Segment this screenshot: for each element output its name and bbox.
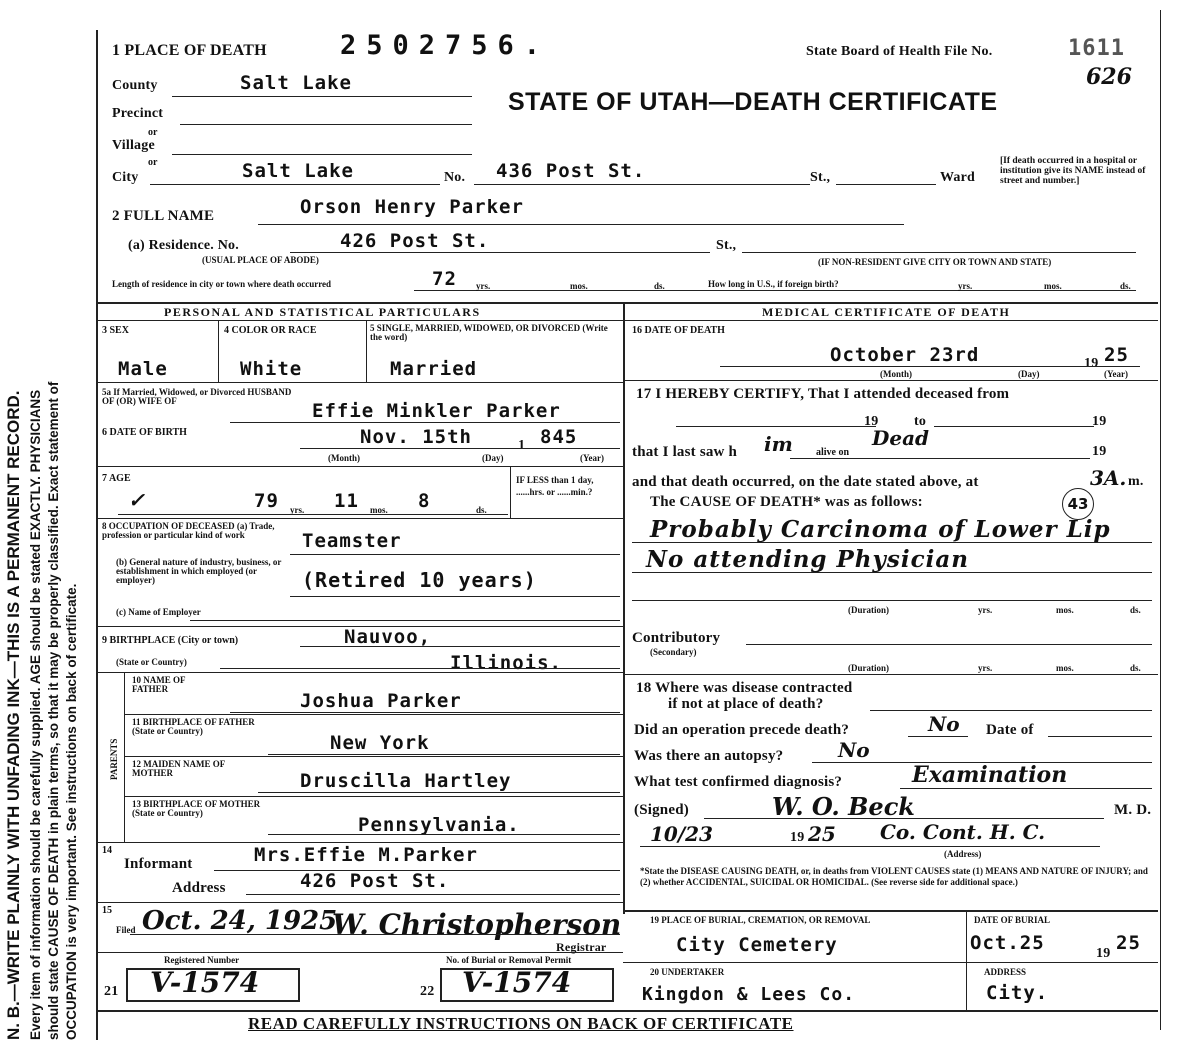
occupation-line bbox=[290, 554, 620, 555]
color-value: White bbox=[240, 358, 303, 380]
length-residence-value: 72 bbox=[432, 268, 457, 290]
autopsy-label: Was there an autopsy? bbox=[634, 748, 784, 764]
age-days: 8 bbox=[418, 490, 431, 512]
industry-label: (b) General nature of industry, business, or establishment in which employed (or employer) bbox=[116, 557, 282, 585]
residence-st-line bbox=[742, 252, 1136, 253]
city-value: Salt Lake bbox=[242, 160, 354, 182]
duration-label-2: (Duration) bbox=[848, 663, 889, 673]
footer-divider bbox=[98, 1010, 1158, 1012]
village-line bbox=[172, 154, 472, 155]
us-mos: mos. bbox=[1044, 281, 1062, 291]
test-line bbox=[900, 788, 1152, 789]
dob-year-prefix: 1 bbox=[518, 438, 526, 453]
certificate-stamp-number: 2502756. bbox=[340, 30, 551, 61]
q18-label: 18 Where was disease contracted bbox=[636, 680, 853, 696]
precinct-line bbox=[180, 124, 472, 125]
file-no-label: State Board of Health File No. bbox=[806, 44, 993, 59]
us-ds: ds. bbox=[1120, 281, 1131, 291]
medical-section-title: MEDICAL CERTIFICATE OF DEATH bbox=[762, 305, 1011, 319]
dob-month-sub: (Month) bbox=[328, 453, 360, 463]
row-divider-10 bbox=[98, 902, 623, 903]
contributory-line bbox=[746, 644, 1152, 645]
certify-from-line bbox=[676, 426, 876, 427]
duration-mos-2: mos. bbox=[1056, 663, 1074, 673]
registered-number-label: Registered Number bbox=[164, 955, 240, 965]
undertaker-address-label: ADDRESS bbox=[984, 967, 1027, 977]
row-divider-7 bbox=[124, 756, 623, 757]
father-birthplace-value: New York bbox=[330, 732, 430, 754]
age-label: 7 AGE bbox=[102, 473, 131, 484]
operation-hand: No bbox=[928, 712, 960, 736]
village-label: Village bbox=[112, 138, 155, 153]
footer-instructions: READ CAREFULLY INSTRUCTIONS ON BACK OF CERTIFICATE bbox=[248, 1014, 794, 1033]
row-divider-11 bbox=[98, 952, 623, 953]
age-check: ✓ bbox=[128, 488, 145, 512]
death-day-sub: (Day) bbox=[1018, 369, 1040, 379]
spouse-value: Effie Minkler Parker bbox=[312, 400, 561, 422]
date-of-death-year: 25 bbox=[1104, 344, 1129, 366]
death-occurred-label: and that death occurred, on the date stated above, at bbox=[632, 474, 979, 490]
filed-number: 15 bbox=[102, 905, 112, 916]
duration-yrs-2: yrs. bbox=[978, 663, 993, 673]
duration-ds-1: ds. bbox=[1130, 605, 1141, 615]
filed-label: Filed bbox=[116, 925, 136, 935]
column-divider bbox=[623, 302, 625, 914]
registrar-signature: W. Christopherson bbox=[332, 908, 622, 941]
row-divider-6 bbox=[124, 714, 623, 715]
registered-number-num: 21 bbox=[104, 984, 119, 999]
sex-col-divider bbox=[218, 320, 219, 382]
file-no-value: 1611 bbox=[1068, 36, 1125, 61]
residence-sub: (USUAL PLACE OF ABODE) bbox=[202, 255, 319, 265]
sign-year-hand: 25 bbox=[808, 822, 836, 846]
burial-date-label: DATE OF BURIAL bbox=[974, 915, 1051, 925]
row-divider-5 bbox=[98, 672, 623, 673]
sidebar-line-3: should state CAUSE OF DEATH in plain terms, so that it may be properly classified. Exact statement of bbox=[46, 381, 61, 1040]
death-time-hand: 3A. bbox=[1090, 466, 1127, 490]
full-name-line bbox=[258, 224, 904, 225]
less-divider bbox=[510, 466, 511, 518]
certificate-title: STATE OF UTAH—DEATH CERTIFICATE bbox=[508, 88, 998, 116]
certify-to-19: 19 bbox=[1092, 414, 1107, 429]
contributory-label: Contributory bbox=[632, 630, 721, 646]
county-label: County bbox=[112, 78, 158, 93]
undertaker-label: 20 UNDERTAKER bbox=[650, 967, 725, 977]
date-of-death-line bbox=[720, 366, 1140, 367]
burial-year: 25 bbox=[1116, 932, 1141, 954]
filed-line bbox=[130, 934, 620, 935]
row-divider-9 bbox=[98, 842, 623, 843]
informant-number: 14 bbox=[102, 845, 112, 856]
street-no-line bbox=[474, 184, 810, 185]
row-divider-3 bbox=[98, 518, 623, 519]
parents-label: PARENTS bbox=[109, 738, 119, 780]
street-no-label: No. bbox=[444, 170, 466, 185]
frame-right bbox=[1160, 10, 1161, 1030]
med-row-divider-1 bbox=[623, 380, 1158, 381]
father-birthplace-line bbox=[268, 754, 620, 755]
age-mos-unit: mos. bbox=[370, 505, 388, 515]
mother-name-line bbox=[258, 792, 620, 793]
residence-value: 426 Post St. bbox=[340, 230, 490, 252]
date-of-death-label: 16 DATE OF DEATH bbox=[632, 325, 725, 336]
signed-line bbox=[704, 818, 1104, 819]
filed-date-hand: Oct. 24, 1925 bbox=[142, 906, 338, 936]
cause-line-1: Probably Carcinoma of Lower Lip bbox=[650, 516, 1111, 543]
burial-permit-num: 22 bbox=[420, 984, 435, 999]
age-ds-unit: ds. bbox=[476, 505, 487, 515]
q18-line bbox=[870, 710, 1152, 711]
informant-address-label: Address bbox=[172, 880, 226, 896]
med-row-divider-4 bbox=[623, 962, 1158, 963]
sidebar-line-4: OCCUPATION is very important. See instructions on back of certificate. bbox=[64, 583, 79, 1040]
residence-st-label: St., bbox=[716, 238, 737, 253]
death-year-sub: (Year) bbox=[1104, 369, 1128, 379]
operation-line bbox=[908, 736, 968, 737]
sidebar-instructions bbox=[0, 0, 90, 1055]
autopsy-hand: No bbox=[838, 738, 870, 762]
color-col-divider bbox=[366, 320, 367, 382]
city-label: City bbox=[112, 170, 139, 185]
row-divider-1 bbox=[98, 382, 623, 383]
birthplace-state-line bbox=[220, 668, 620, 669]
occupation-label: 8 OCCUPATION OF DECEASED (a) Trade, profession or particular kind of work bbox=[102, 521, 275, 540]
test-label: What test confirmed diagnosis? bbox=[634, 774, 843, 790]
sidebar-line-1: N. B.—WRITE PLAINLY WITH UNFADING INK—THIS IS A PERMANENT RECORD. bbox=[4, 390, 23, 1040]
operation-date-line bbox=[1048, 736, 1152, 737]
father-name-label: 10 NAME OF FATHER bbox=[132, 675, 186, 694]
cause-code-circle: 43 bbox=[1062, 488, 1094, 520]
or-label-1: or bbox=[148, 127, 158, 138]
certify-to-line bbox=[934, 426, 1094, 427]
birthplace-state: Illinois. bbox=[450, 652, 562, 674]
cause-of-death-label: The CAUSE OF DEATH* was as follows: bbox=[650, 494, 923, 510]
burial-col-divider bbox=[966, 910, 967, 1010]
duration-label-1: (Duration) bbox=[848, 605, 889, 615]
spouse-label: 5a If Married, Widowed, or Divorced HUSBAND OF (OR) WIFE OF bbox=[102, 387, 292, 406]
dob-year: 845 bbox=[540, 426, 578, 448]
employer-label: (c) Name of Employer bbox=[116, 607, 201, 617]
cause-line-1-rule bbox=[632, 542, 1152, 543]
certify-from-19: 19 bbox=[864, 414, 879, 429]
residence-label: (a) Residence. No. bbox=[128, 238, 239, 253]
cause-line-2: No attending Physician bbox=[646, 546, 969, 573]
sign-date-hand: 10/23 bbox=[650, 822, 713, 846]
age-months: 11 bbox=[334, 490, 359, 512]
industry-value: (Retired 10 years) bbox=[302, 568, 537, 592]
date-of-death-year-prefix: 19 bbox=[1084, 356, 1099, 371]
section-divider-sub bbox=[98, 320, 1158, 321]
ward-note: [If death occurred in a hospital or institution give its NAME instead of street and number.] bbox=[1000, 156, 1146, 186]
age-line bbox=[118, 514, 508, 515]
secondary-label: (Secondary) bbox=[650, 647, 697, 657]
age-years: 79 bbox=[254, 490, 279, 512]
informant-address-value: 426 Post St. bbox=[300, 870, 450, 892]
duration-mos-1: mos. bbox=[1056, 605, 1074, 615]
street-no-value: 436 Post St. bbox=[496, 160, 646, 182]
sex-label: 3 SEX bbox=[102, 325, 129, 336]
occupation-value: Teamster bbox=[302, 530, 402, 552]
undertaker-address-value: City. bbox=[986, 982, 1049, 1004]
row-divider-8 bbox=[124, 796, 623, 797]
last-saw-label: that I last saw h bbox=[632, 444, 738, 460]
frame-left bbox=[96, 30, 98, 1040]
precinct-label: Precinct bbox=[112, 106, 164, 121]
burial-permit-label: No. of Burial or Removal Permit bbox=[446, 955, 572, 965]
alive-on-label: alive on bbox=[816, 447, 850, 458]
operation-date-label: Date of bbox=[986, 722, 1034, 738]
cause-line-2-rule bbox=[632, 572, 1152, 573]
undertaker-value: Kingdon & Lees Co. bbox=[642, 984, 856, 1005]
birthplace-state-sub: (State or Country) bbox=[116, 657, 187, 667]
mother-name-value: Druscilla Hartley bbox=[300, 770, 512, 792]
ward-pre-line bbox=[836, 184, 936, 185]
med-row-divider-3 bbox=[623, 910, 1158, 912]
street-st-label: St., bbox=[810, 170, 831, 185]
length-yrs: yrs. bbox=[476, 281, 491, 291]
dob-year-sub: (Year) bbox=[580, 453, 604, 463]
burial-place-value: City Cemetery bbox=[676, 934, 838, 956]
dob-label: 6 DATE OF BIRTH bbox=[102, 427, 187, 438]
us-yrs: yrs. bbox=[958, 281, 973, 291]
non-resident-note: (IF NON-RESIDENT GIVE CITY OR TOWN AND STATE) bbox=[818, 257, 1052, 267]
mother-birthplace-line bbox=[268, 834, 620, 835]
sign-address-hand: Co. Cont. H. C. bbox=[880, 820, 1046, 844]
q18-sub: if not at place of death? bbox=[668, 696, 824, 712]
length-mos: mos. bbox=[570, 281, 588, 291]
birthplace-city-line bbox=[300, 646, 620, 647]
burial-date-value: Oct.25 bbox=[970, 932, 1045, 954]
father-name-value: Joshua Parker bbox=[300, 690, 462, 712]
operation-label: Did an operation precede death? bbox=[634, 722, 850, 738]
parents-divider bbox=[124, 672, 125, 842]
row-divider-2 bbox=[98, 466, 623, 467]
duration-ds-2: ds. bbox=[1130, 663, 1141, 673]
age-yrs-unit: yrs. bbox=[290, 505, 305, 515]
length-residence-label: Length of residence in city or town where death occurred bbox=[112, 279, 332, 289]
length-ds: ds. bbox=[654, 281, 665, 291]
less-than-label: IF LESS than 1 day, ......hrs. or ......min.? bbox=[516, 475, 594, 497]
physician-signature: W. O. Beck bbox=[772, 792, 915, 821]
last-saw-hand: im bbox=[764, 432, 793, 456]
marital-value: Married bbox=[390, 358, 478, 380]
certify-text: 17 I HEREBY CERTIFY, That I attended deceased from bbox=[636, 386, 1010, 402]
or-label-2: or bbox=[148, 157, 158, 168]
death-month-sub: (Month) bbox=[880, 369, 912, 379]
med-row-divider-2 bbox=[623, 674, 1158, 675]
sex-value: Male bbox=[118, 358, 168, 380]
city-line bbox=[150, 184, 440, 185]
md-label: M. D. bbox=[1114, 802, 1152, 818]
informant-address-line bbox=[246, 894, 620, 895]
duration-yrs-1: yrs. bbox=[978, 605, 993, 615]
burial-permit-value: V-1574 bbox=[462, 966, 572, 999]
last-saw-19: 19 bbox=[1092, 444, 1107, 459]
burial-place-label: 19 PLACE OF BURIAL, CREMATION, OR REMOVAL bbox=[650, 915, 871, 925]
how-long-line bbox=[900, 290, 1136, 291]
employer-line bbox=[190, 620, 620, 621]
personal-section-title: PERSONAL AND STATISTICAL PARTICULARS bbox=[164, 305, 481, 319]
dob-line bbox=[300, 448, 620, 449]
informant-value: Mrs.Effie M.Parker bbox=[254, 844, 478, 866]
informant-label: Informant bbox=[124, 856, 193, 872]
burial-year-prefix: 19 bbox=[1096, 946, 1111, 961]
signed-label: (Signed) bbox=[634, 802, 689, 818]
mother-birthplace-value: Pennsylvania. bbox=[358, 814, 520, 836]
birthplace-city: Nauvoo, bbox=[344, 626, 432, 648]
date-of-death-value: October 23rd bbox=[830, 344, 980, 366]
how-long-us-label: How long in U.S., if foreign birth? bbox=[708, 279, 839, 289]
full-name-label: 2 FULL NAME bbox=[112, 208, 215, 224]
sign-year-prefix: 19 bbox=[790, 830, 805, 845]
file-no-handwritten: 626 bbox=[1086, 64, 1132, 90]
section-divider-top bbox=[98, 302, 1158, 304]
certify-to-label: to bbox=[914, 414, 927, 429]
dob-month-day: Nov. 15th bbox=[360, 426, 472, 448]
cause-footnote: *State the DISEASE CAUSING DEATH, or, in deaths from VIOLENT CAUSES state (1) MEANS AND NATURE OF INJURY; and (2) whether ACCIDENTAL, SUICIDAL OR HOMICIDAL. (See reverse side for additional space.) bbox=[640, 866, 1148, 887]
test-hand: Examination bbox=[912, 762, 1068, 788]
place-of-death-label: 1 PLACE OF DEATH bbox=[112, 42, 267, 59]
spouse-line bbox=[230, 422, 620, 423]
registered-number-value: V-1574 bbox=[150, 966, 260, 999]
county-value: Salt Lake bbox=[240, 72, 352, 94]
last-saw-dead-hand: Dead bbox=[872, 426, 930, 450]
county-line bbox=[172, 96, 472, 97]
father-birthplace-label: 11 BIRTHPLACE OF FATHER (State or Country) bbox=[132, 717, 255, 736]
last-saw-line bbox=[790, 458, 1090, 459]
death-time-m: m. bbox=[1128, 474, 1144, 489]
residence-line bbox=[290, 252, 710, 253]
color-label: 4 COLOR OR RACE bbox=[224, 325, 317, 336]
ward-label: Ward bbox=[940, 170, 976, 185]
father-name-line bbox=[230, 712, 620, 713]
mother-name-label: 12 MAIDEN NAME OF MOTHER bbox=[132, 759, 225, 778]
marital-label: 5 SINGLE, MARRIED, WIDOWED, OR DIVORCED (Write the word) bbox=[370, 323, 608, 342]
mother-birthplace-label: 13 BIRTHPLACE OF MOTHER (State or Country) bbox=[132, 799, 261, 818]
cause-line-3-rule bbox=[632, 600, 1152, 601]
birthplace-label: 9 BIRTHPLACE (City or town) bbox=[102, 635, 239, 646]
sidebar-line-2: Every item of information should be carefully supplied. AGE should be stated EXACTLY. PHYSICIANS bbox=[28, 389, 43, 1040]
full-name-value: Orson Henry Parker bbox=[300, 196, 524, 218]
address-sub: (Address) bbox=[944, 849, 982, 859]
registrar-label: Registrar bbox=[556, 940, 607, 954]
dob-day-sub: (Day) bbox=[482, 453, 504, 463]
sign-address-line bbox=[640, 846, 1100, 847]
industry-line bbox=[290, 596, 620, 597]
